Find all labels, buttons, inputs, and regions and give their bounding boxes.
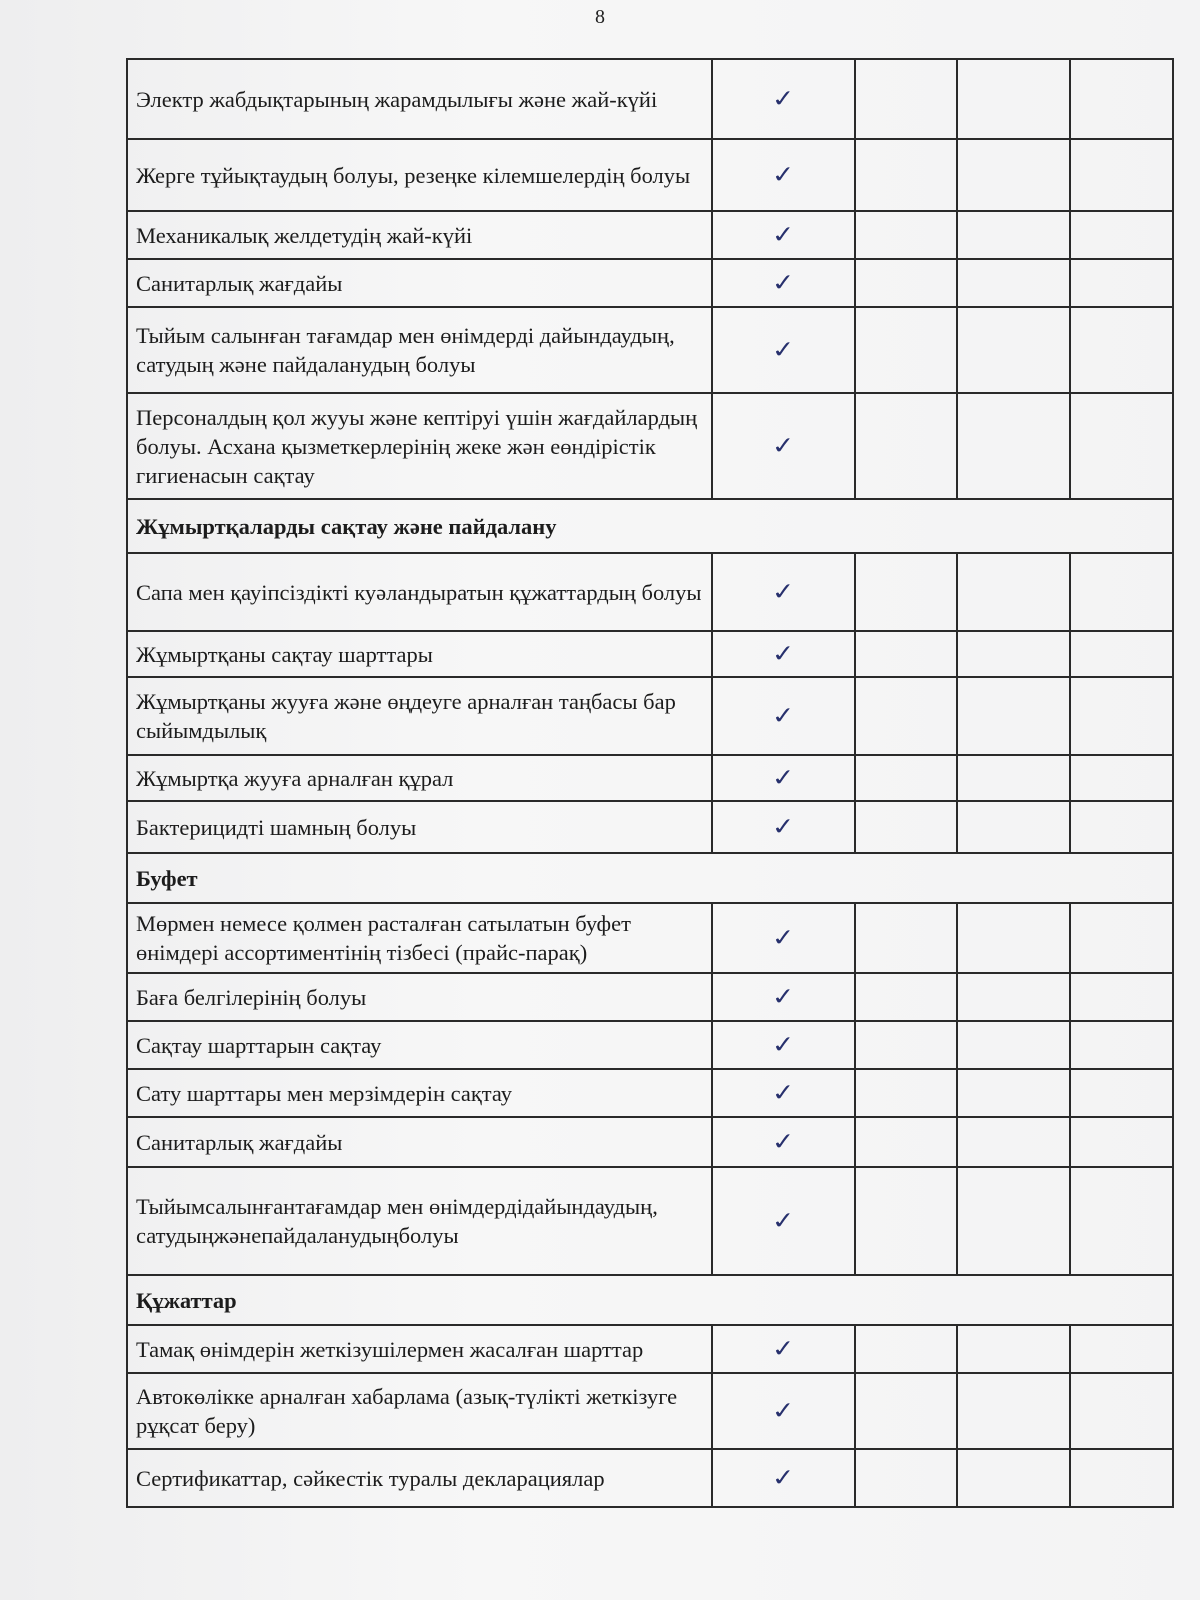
empty-cell-no <box>855 1373 957 1449</box>
empty-cell-no <box>855 1117 957 1167</box>
checklist-row <box>127 903 1173 973</box>
empty-cell-note <box>1070 307 1173 393</box>
empty-cell-no <box>855 1167 957 1275</box>
checkmark-icon: ✓ <box>770 982 797 1011</box>
checklist-row <box>127 1117 1173 1167</box>
checkmark-icon: ✓ <box>770 160 797 189</box>
checklist-row <box>127 211 1173 259</box>
empty-cell-no <box>855 307 957 393</box>
empty-cell-note <box>1070 211 1173 259</box>
empty-cell-note <box>1070 1021 1173 1069</box>
checkmark-icon: ✓ <box>770 701 797 730</box>
empty-cell-no <box>855 1021 957 1069</box>
checkmark-icon: ✓ <box>770 1334 797 1363</box>
empty-cell-na <box>957 553 1070 631</box>
check-cell <box>712 631 855 677</box>
empty-cell-no <box>855 1449 957 1507</box>
empty-cell-note <box>1070 973 1173 1021</box>
empty-cell-na <box>957 59 1070 139</box>
check-cell <box>712 1373 855 1449</box>
checklist-row <box>127 1325 1173 1373</box>
empty-cell-na <box>957 139 1070 211</box>
check-cell <box>712 677 855 755</box>
section-header <box>127 1275 1173 1325</box>
empty-cell-na <box>957 1117 1070 1167</box>
criterion-text: Жұмыртқаны сақтау шарттары <box>127 631 712 677</box>
checkmark-icon: ✓ <box>770 220 797 249</box>
empty-cell-note <box>1070 903 1173 973</box>
criterion-text: Сертификаттар, сәйкестік туралы декларациялар <box>127 1449 712 1507</box>
checklist-body <box>127 59 1173 1507</box>
check-cell <box>712 1167 855 1275</box>
check-cell <box>712 211 855 259</box>
checklist-row <box>127 1069 1173 1117</box>
check-cell <box>712 755 855 801</box>
criterion-text: Механикалық желдетудің жай-күйі <box>127 211 712 259</box>
check-cell <box>712 139 855 211</box>
checkmark-icon: ✓ <box>770 335 797 364</box>
empty-cell-na <box>957 1449 1070 1507</box>
empty-cell-no <box>855 553 957 631</box>
criterion-text: Жұмыртқаны жууға және өңдеуге арналған таңбасы бар сыйымдылық <box>127 677 712 755</box>
empty-cell-note <box>1070 259 1173 307</box>
empty-cell-na <box>957 1021 1070 1069</box>
criterion-text: Электр жабдықтарының жарамдылығы және жай-күйі <box>127 59 712 139</box>
checkmark-icon: ✓ <box>770 1463 797 1492</box>
checklist-row <box>127 307 1173 393</box>
empty-cell-na <box>957 677 1070 755</box>
empty-cell-na <box>957 631 1070 677</box>
empty-cell-na <box>957 1373 1070 1449</box>
empty-cell-no <box>855 393 957 499</box>
empty-cell-na <box>957 259 1070 307</box>
check-cell <box>712 393 855 499</box>
section-header <box>127 499 1173 553</box>
checkmark-icon: ✓ <box>770 923 797 952</box>
check-cell <box>712 1117 855 1167</box>
empty-cell-na <box>957 1167 1070 1275</box>
empty-cell-note <box>1070 139 1173 211</box>
empty-cell-note <box>1070 631 1173 677</box>
checklist-row <box>127 973 1173 1021</box>
empty-cell-na <box>957 973 1070 1021</box>
empty-cell-na <box>957 1069 1070 1117</box>
empty-cell-note <box>1070 755 1173 801</box>
checklist-row <box>127 393 1173 499</box>
empty-cell-na <box>957 903 1070 973</box>
checklist-row <box>127 677 1173 755</box>
empty-cell-na <box>957 801 1070 853</box>
empty-cell-no <box>855 755 957 801</box>
checklist-row <box>127 1167 1173 1275</box>
empty-cell-note <box>1070 677 1173 755</box>
check-cell <box>712 553 855 631</box>
criterion-text: Персоналдың қол жууы және кептіруі үшін жағдайлардың болуы. Асхана қызметкерлерінің жеке жән еөндірістік гигиенасын сақтау <box>127 393 712 499</box>
criterion-text: Жерге тұйықтаудың болуы, резеңке кілемшелердің болуы <box>127 139 712 211</box>
check-cell <box>712 1325 855 1373</box>
criterion-text: Бактерицидті шамның болуы <box>127 801 712 853</box>
check-cell <box>712 1069 855 1117</box>
empty-cell-note <box>1070 59 1173 139</box>
check-cell <box>712 801 855 853</box>
criterion-text: Баға белгілерінің болуы <box>127 973 712 1021</box>
checklist-row <box>127 801 1173 853</box>
check-cell <box>712 1449 855 1507</box>
criterion-text: Автокөлікке арналған хабарлама (азық-түлікті жеткізуге рұқсат беру) <box>127 1373 712 1449</box>
empty-cell-note <box>1070 1449 1173 1507</box>
checkmark-icon: ✓ <box>770 431 797 460</box>
checkmark-icon: ✓ <box>770 268 797 297</box>
criterion-text: Санитарлық жағдайы <box>127 259 712 307</box>
empty-cell-na <box>957 393 1070 499</box>
criterion-text: Мөрмен немесе қолмен расталған сатылатын буфет өнімдері ассортиментінің тізбесі (прайс-парақ) <box>127 903 712 973</box>
checkmark-icon: ✓ <box>770 763 797 792</box>
empty-cell-note <box>1070 801 1173 853</box>
checklist-table <box>126 58 1174 1508</box>
checkmark-icon: ✓ <box>770 812 797 841</box>
checklist-row <box>127 139 1173 211</box>
empty-cell-no <box>855 211 957 259</box>
empty-cell-no <box>855 677 957 755</box>
page-number: 8 <box>595 6 605 28</box>
criterion-text: Сапа мен қауіпсіздікті куәландыратын құжаттардың болуы <box>127 553 712 631</box>
checkmark-icon: ✓ <box>770 1396 797 1425</box>
check-cell <box>712 59 855 139</box>
checklist-row <box>127 1449 1173 1507</box>
empty-cell-note <box>1070 1167 1173 1275</box>
section-title: Құжаттар <box>127 1275 1173 1325</box>
section-title: Буфет <box>127 853 1173 903</box>
criterion-text: Жұмыртқа жууға арналған құрал <box>127 755 712 801</box>
empty-cell-note <box>1070 553 1173 631</box>
empty-cell-na <box>957 755 1070 801</box>
empty-cell-no <box>855 59 957 139</box>
check-cell <box>712 973 855 1021</box>
check-cell <box>712 903 855 973</box>
checkmark-icon: ✓ <box>770 1030 797 1059</box>
empty-cell-no <box>855 631 957 677</box>
empty-cell-note <box>1070 1373 1173 1449</box>
empty-cell-na <box>957 211 1070 259</box>
empty-cell-no <box>855 1325 957 1373</box>
empty-cell-no <box>855 973 957 1021</box>
check-cell <box>712 1021 855 1069</box>
criterion-text: Сақтау шарттарын сақтау <box>127 1021 712 1069</box>
check-cell <box>712 259 855 307</box>
section-title: Жұмыртқаларды сақтау және пайдалану <box>127 499 1173 553</box>
empty-cell-no <box>855 139 957 211</box>
checkmark-icon: ✓ <box>770 577 797 606</box>
criterion-text: Тыйым салынған тағамдар мен өнімдерді дайындаудың, сатудың және пайдаланудың болуы <box>127 307 712 393</box>
criterion-text: Санитарлық жағдайы <box>127 1117 712 1167</box>
checklist-row <box>127 755 1173 801</box>
checklist-row <box>127 1373 1173 1449</box>
empty-cell-no <box>855 801 957 853</box>
criterion-text: Тыйымсалынғантағамдар мен өнімдердідайындаудың, сатудыңжәнепайдаланудыңболуы <box>127 1167 712 1275</box>
empty-cell-no <box>855 259 957 307</box>
checklist-row <box>127 59 1173 139</box>
checkmark-icon: ✓ <box>770 1206 797 1235</box>
empty-cell-na <box>957 307 1070 393</box>
checklist-row <box>127 553 1173 631</box>
criterion-text: Тамақ өнімдерін жеткізушілермен жасалған шарттар <box>127 1325 712 1373</box>
empty-cell-note <box>1070 1117 1173 1167</box>
empty-cell-na <box>957 1325 1070 1373</box>
checklist-row <box>127 259 1173 307</box>
empty-cell-note <box>1070 1325 1173 1373</box>
checkmark-icon: ✓ <box>770 1127 797 1156</box>
check-cell <box>712 307 855 393</box>
checkmark-icon: ✓ <box>770 1078 797 1107</box>
empty-cell-no <box>855 903 957 973</box>
empty-cell-note <box>1070 1069 1173 1117</box>
checkmark-icon: ✓ <box>770 639 797 668</box>
empty-cell-no <box>855 1069 957 1117</box>
checkmark-icon: ✓ <box>770 84 797 113</box>
checklist-row <box>127 1021 1173 1069</box>
checklist-row <box>127 631 1173 677</box>
section-header <box>127 853 1173 903</box>
empty-cell-note <box>1070 393 1173 499</box>
criterion-text: Сату шарттары мен мерзімдерін сақтау <box>127 1069 712 1117</box>
